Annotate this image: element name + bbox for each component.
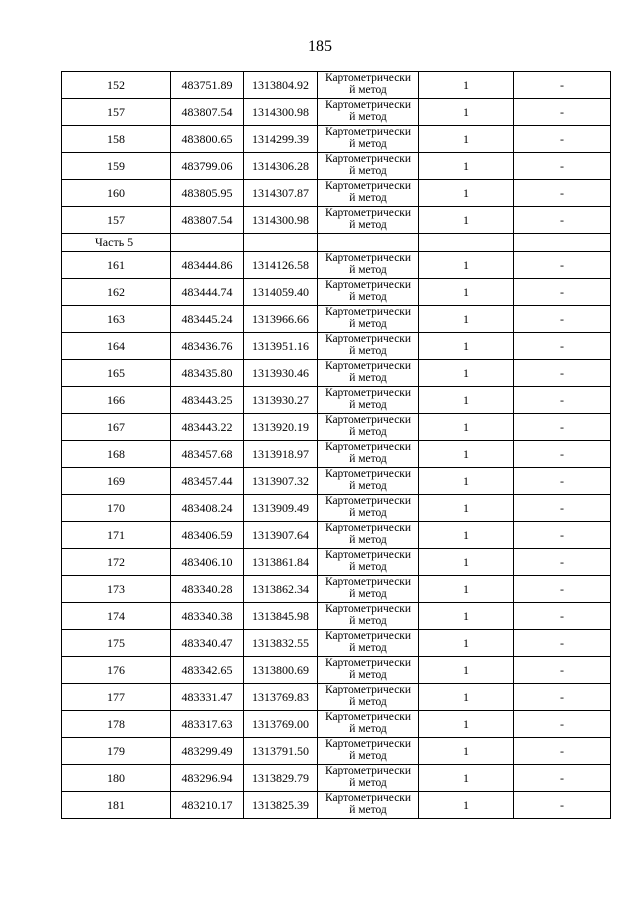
table-row: [62, 387, 611, 414]
method-text-line2: й метод: [349, 426, 387, 438]
method-text-line1: Картометрически: [324, 522, 412, 534]
method-text-line1: Картометрически: [324, 207, 412, 219]
method-text-line1: Картометрически: [324, 468, 412, 480]
x-coordinate-cell: 483340.28: [171, 576, 244, 603]
table-row: [62, 252, 611, 279]
x-coordinate-cell: 483317.63: [171, 711, 244, 738]
x-coordinate-cell: 483435.80: [171, 360, 244, 387]
y-coordinate-cell: 1314059.40: [244, 279, 318, 306]
method-cell: [318, 576, 419, 603]
method-text-line2: й метод: [349, 372, 387, 384]
accuracy-cell: 1: [419, 333, 514, 360]
x-coordinate-cell: 483444.86: [171, 252, 244, 279]
y-coordinate-cell: 1313829.79: [244, 765, 318, 792]
method-cell: [318, 522, 419, 549]
method-text-line2: й метод: [349, 561, 387, 573]
method-text-line2: й метод: [349, 165, 387, 177]
note-cell: -: [514, 495, 611, 522]
table-row: [62, 126, 611, 153]
y-coordinate-cell: 1313800.69: [244, 657, 318, 684]
table-row: [62, 603, 611, 630]
accuracy-cell: 1: [419, 387, 514, 414]
coordinates-table: [61, 71, 611, 819]
table-row: [62, 549, 611, 576]
accuracy-cell: 1: [419, 252, 514, 279]
empty-cell: [514, 234, 611, 252]
y-coordinate-cell: 1313832.55: [244, 630, 318, 657]
method-text-line1: Картометрически: [324, 765, 412, 777]
method-text-line2: й метод: [349, 453, 387, 465]
point-number-cell: 157: [62, 99, 171, 126]
x-coordinate-cell: 483436.76: [171, 333, 244, 360]
method-text-line1: Картометрически: [324, 576, 412, 588]
table-row: [62, 576, 611, 603]
method-text-line2: й метод: [349, 642, 387, 654]
method-text-line2: й метод: [349, 777, 387, 789]
table-row: [62, 468, 611, 495]
method-cell: [318, 360, 419, 387]
method-cell: [318, 252, 419, 279]
note-cell: -: [514, 765, 611, 792]
method-text-line1: Картометрически: [324, 387, 412, 399]
method-cell: [318, 126, 419, 153]
note-cell: -: [514, 279, 611, 306]
accuracy-cell: 1: [419, 414, 514, 441]
y-coordinate-cell: 1314299.39: [244, 126, 318, 153]
x-coordinate-cell: 483296.94: [171, 765, 244, 792]
method-text-line1: Картометрически: [324, 630, 412, 642]
y-coordinate-cell: 1313845.98: [244, 603, 318, 630]
table-row: [62, 657, 611, 684]
x-coordinate-cell: 483406.10: [171, 549, 244, 576]
accuracy-cell: 1: [419, 153, 514, 180]
method-cell: [318, 99, 419, 126]
y-coordinate-cell: 1313861.84: [244, 549, 318, 576]
method-cell: [318, 738, 419, 765]
method-text-line2: й метод: [349, 615, 387, 627]
point-number-cell: 180: [62, 765, 171, 792]
y-coordinate-cell: 1314307.87: [244, 180, 318, 207]
note-cell: -: [514, 468, 611, 495]
note-cell: -: [514, 657, 611, 684]
y-coordinate-cell: 1314300.98: [244, 99, 318, 126]
method-text-line2: й метод: [349, 750, 387, 762]
coordinates-table-body: [62, 72, 611, 819]
table-row: [62, 333, 611, 360]
point-number-cell: 164: [62, 333, 171, 360]
method-cell: [318, 549, 419, 576]
method-text-line2: й метод: [349, 399, 387, 411]
accuracy-cell: 1: [419, 522, 514, 549]
x-coordinate-cell: 483443.22: [171, 414, 244, 441]
y-coordinate-cell: 1313907.64: [244, 522, 318, 549]
note-cell: -: [514, 792, 611, 819]
note-cell: -: [514, 576, 611, 603]
table-row: [62, 207, 611, 234]
y-coordinate-cell: 1313907.32: [244, 468, 318, 495]
table-row: [62, 684, 611, 711]
accuracy-cell: 1: [419, 657, 514, 684]
y-coordinate-cell: 1314306.28: [244, 153, 318, 180]
section-header-row: [62, 234, 611, 252]
point-number-cell: 160: [62, 180, 171, 207]
point-number-cell: 165: [62, 360, 171, 387]
note-cell: -: [514, 99, 611, 126]
accuracy-cell: 1: [419, 495, 514, 522]
x-coordinate-cell: 483340.47: [171, 630, 244, 657]
method-cell: [318, 180, 419, 207]
point-number-cell: 170: [62, 495, 171, 522]
accuracy-cell: 1: [419, 792, 514, 819]
method-cell: [318, 468, 419, 495]
point-number-cell: 166: [62, 387, 171, 414]
method-cell: [318, 207, 419, 234]
method-cell: [318, 792, 419, 819]
x-coordinate-cell: 483340.38: [171, 603, 244, 630]
note-cell: -: [514, 72, 611, 99]
note-cell: -: [514, 522, 611, 549]
method-cell: [318, 495, 419, 522]
method-text-line1: Картометрически: [324, 657, 412, 669]
accuracy-cell: 1: [419, 72, 514, 99]
method-text-line2: й метод: [349, 696, 387, 708]
accuracy-cell: 1: [419, 684, 514, 711]
x-coordinate-cell: 483210.17: [171, 792, 244, 819]
x-coordinate-cell: 483457.44: [171, 468, 244, 495]
point-number-cell: 161: [62, 252, 171, 279]
method-text-line2: й метод: [349, 534, 387, 546]
y-coordinate-cell: 1313909.49: [244, 495, 318, 522]
table-row: [62, 765, 611, 792]
x-coordinate-cell: 483807.54: [171, 207, 244, 234]
method-text-line2: й метод: [349, 345, 387, 357]
accuracy-cell: 1: [419, 468, 514, 495]
y-coordinate-cell: 1313930.27: [244, 387, 318, 414]
accuracy-cell: 1: [419, 711, 514, 738]
x-coordinate-cell: 483751.89: [171, 72, 244, 99]
section-label: Часть 5: [62, 234, 171, 252]
y-coordinate-cell: 1313825.39: [244, 792, 318, 819]
method-text-line1: Картометрически: [324, 603, 412, 615]
method-text-line1: Картометрически: [324, 711, 412, 723]
method-text-line1: Картометрически: [324, 180, 412, 192]
empty-cell: [244, 234, 318, 252]
method-cell: [318, 441, 419, 468]
point-number-cell: 163: [62, 306, 171, 333]
x-coordinate-cell: 483408.24: [171, 495, 244, 522]
method-text-line1: Картометрически: [324, 153, 412, 165]
point-number-cell: 181: [62, 792, 171, 819]
accuracy-cell: 1: [419, 306, 514, 333]
point-number-cell: 179: [62, 738, 171, 765]
note-cell: -: [514, 306, 611, 333]
point-number-cell: 173: [62, 576, 171, 603]
x-coordinate-cell: 483443.25: [171, 387, 244, 414]
y-coordinate-cell: 1313918.97: [244, 441, 318, 468]
method-text-line2: й метод: [349, 219, 387, 231]
table-row: [62, 72, 611, 99]
note-cell: -: [514, 630, 611, 657]
method-text-line1: Картометрически: [324, 252, 412, 264]
note-cell: -: [514, 684, 611, 711]
accuracy-cell: 1: [419, 207, 514, 234]
method-cell: [318, 765, 419, 792]
y-coordinate-cell: 1313862.34: [244, 576, 318, 603]
method-cell: [318, 684, 419, 711]
method-text-line1: Картометрически: [324, 792, 412, 804]
point-number-cell: 158: [62, 126, 171, 153]
table-row: [62, 738, 611, 765]
table-row: [62, 306, 611, 333]
method-text-line2: й метод: [349, 507, 387, 519]
table-row: [62, 792, 611, 819]
point-number-cell: 159: [62, 153, 171, 180]
note-cell: -: [514, 180, 611, 207]
note-cell: -: [514, 414, 611, 441]
method-cell: [318, 153, 419, 180]
table-row: [62, 414, 611, 441]
method-text-line1: Картометрически: [324, 333, 412, 345]
x-coordinate-cell: 483807.54: [171, 99, 244, 126]
x-coordinate-cell: 483444.74: [171, 279, 244, 306]
accuracy-cell: 1: [419, 279, 514, 306]
method-text-line1: Картометрически: [324, 72, 412, 84]
accuracy-cell: 1: [419, 99, 514, 126]
method-text-line1: Картометрически: [324, 441, 412, 453]
note-cell: -: [514, 207, 611, 234]
method-text-line1: Картометрически: [324, 684, 412, 696]
method-text-line2: й метод: [349, 111, 387, 123]
method-text-line2: й метод: [349, 480, 387, 492]
accuracy-cell: 1: [419, 630, 514, 657]
method-cell: [318, 711, 419, 738]
method-cell: [318, 603, 419, 630]
x-coordinate-cell: 483457.68: [171, 441, 244, 468]
method-text-line2: й метод: [349, 192, 387, 204]
method-text-line2: й метод: [349, 588, 387, 600]
y-coordinate-cell: 1313966.66: [244, 306, 318, 333]
accuracy-cell: 1: [419, 603, 514, 630]
note-cell: -: [514, 549, 611, 576]
table-row: [62, 99, 611, 126]
note-cell: -: [514, 603, 611, 630]
y-coordinate-cell: 1313804.92: [244, 72, 318, 99]
accuracy-cell: 1: [419, 765, 514, 792]
accuracy-cell: 1: [419, 738, 514, 765]
y-coordinate-cell: 1313769.00: [244, 711, 318, 738]
method-text-line1: Картометрически: [324, 360, 412, 372]
table-row: [62, 153, 611, 180]
point-number-cell: 157: [62, 207, 171, 234]
empty-cell: [318, 234, 419, 252]
method-text-line2: й метод: [349, 84, 387, 96]
method-text-line1: Картометрически: [324, 99, 412, 111]
point-number-cell: 152: [62, 72, 171, 99]
table-row: [62, 279, 611, 306]
method-text-line1: Картометрически: [324, 279, 412, 291]
x-coordinate-cell: 483342.65: [171, 657, 244, 684]
y-coordinate-cell: 1313920.19: [244, 414, 318, 441]
x-coordinate-cell: 483805.95: [171, 180, 244, 207]
method-text-line2: й метод: [349, 264, 387, 276]
y-coordinate-cell: 1314126.58: [244, 252, 318, 279]
note-cell: -: [514, 126, 611, 153]
table-row: [62, 441, 611, 468]
note-cell: -: [514, 738, 611, 765]
x-coordinate-cell: 483445.24: [171, 306, 244, 333]
point-number-cell: 171: [62, 522, 171, 549]
method-cell: [318, 306, 419, 333]
accuracy-cell: 1: [419, 126, 514, 153]
empty-cell: [171, 234, 244, 252]
point-number-cell: 178: [62, 711, 171, 738]
y-coordinate-cell: 1313930.46: [244, 360, 318, 387]
method-cell: [318, 72, 419, 99]
point-number-cell: 175: [62, 630, 171, 657]
point-number-cell: 174: [62, 603, 171, 630]
point-number-cell: 169: [62, 468, 171, 495]
method-text-line2: й метод: [349, 804, 387, 816]
method-text-line2: й метод: [349, 291, 387, 303]
table-row: [62, 360, 611, 387]
y-coordinate-cell: 1313791.50: [244, 738, 318, 765]
table-row: [62, 630, 611, 657]
accuracy-cell: 1: [419, 360, 514, 387]
x-coordinate-cell: 483299.49: [171, 738, 244, 765]
method-text-line1: Картометрически: [324, 126, 412, 138]
method-text-line1: Картометрически: [324, 738, 412, 750]
note-cell: -: [514, 387, 611, 414]
accuracy-cell: 1: [419, 180, 514, 207]
method-text-line1: Картометрически: [324, 306, 412, 318]
method-text-line2: й метод: [349, 318, 387, 330]
point-number-cell: 176: [62, 657, 171, 684]
x-coordinate-cell: 483406.59: [171, 522, 244, 549]
method-cell: [318, 333, 419, 360]
method-text-line1: Картометрически: [324, 414, 412, 426]
page-number: 185: [308, 38, 332, 55]
accuracy-cell: 1: [419, 441, 514, 468]
note-cell: -: [514, 333, 611, 360]
point-number-cell: 172: [62, 549, 171, 576]
point-number-cell: 167: [62, 414, 171, 441]
method-cell: [318, 657, 419, 684]
table-row: [62, 495, 611, 522]
table-row: [62, 522, 611, 549]
note-cell: -: [514, 360, 611, 387]
method-text-line1: Картометрически: [324, 549, 412, 561]
empty-cell: [419, 234, 514, 252]
method-cell: [318, 279, 419, 306]
table-row: [62, 180, 611, 207]
note-cell: -: [514, 441, 611, 468]
method-text-line1: Картометрически: [324, 495, 412, 507]
point-number-cell: 162: [62, 279, 171, 306]
x-coordinate-cell: 483331.47: [171, 684, 244, 711]
accuracy-cell: 1: [419, 549, 514, 576]
table-row: [62, 711, 611, 738]
x-coordinate-cell: 483800.65: [171, 126, 244, 153]
y-coordinate-cell: 1313951.16: [244, 333, 318, 360]
method-cell: [318, 630, 419, 657]
note-cell: -: [514, 711, 611, 738]
note-cell: -: [514, 252, 611, 279]
point-number-cell: 177: [62, 684, 171, 711]
method-text-line2: й метод: [349, 138, 387, 150]
y-coordinate-cell: 1313769.83: [244, 684, 318, 711]
method-text-line2: й метод: [349, 723, 387, 735]
method-cell: [318, 387, 419, 414]
method-cell: [318, 414, 419, 441]
note-cell: -: [514, 153, 611, 180]
accuracy-cell: 1: [419, 576, 514, 603]
point-number-cell: 168: [62, 441, 171, 468]
x-coordinate-cell: 483799.06: [171, 153, 244, 180]
method-text-line2: й метод: [349, 669, 387, 681]
y-coordinate-cell: 1314300.98: [244, 207, 318, 234]
